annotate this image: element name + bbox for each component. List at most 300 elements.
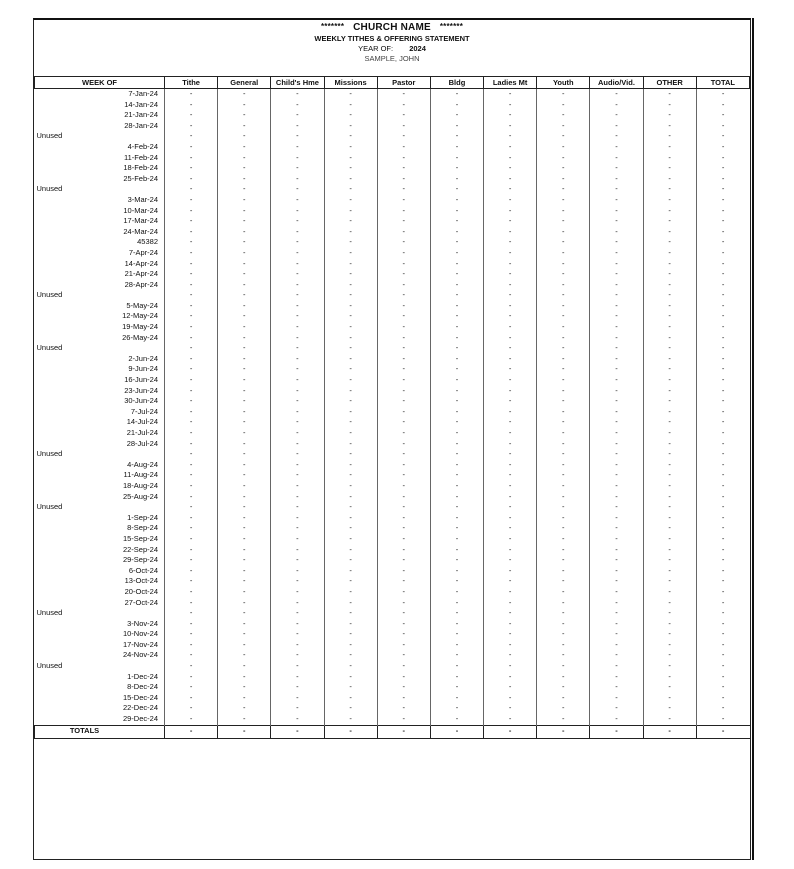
amount-cell: - bbox=[484, 619, 537, 630]
total-cell: - bbox=[377, 725, 430, 738]
amount-cell: - bbox=[590, 714, 643, 725]
week-cell: 30-Jun-24 bbox=[124, 396, 158, 406]
amount-cell: - bbox=[218, 301, 271, 312]
amount-cell: - bbox=[324, 259, 377, 270]
amount-cell: - bbox=[537, 460, 590, 471]
amount-cell: - bbox=[590, 174, 643, 185]
amount-cell: - bbox=[165, 417, 218, 428]
amount-cell: - bbox=[696, 100, 749, 111]
amount-cell: - bbox=[590, 396, 643, 407]
amount-cell: - bbox=[165, 386, 218, 397]
amount-cell: - bbox=[271, 672, 324, 683]
amount-cell: - bbox=[218, 343, 271, 354]
amount-cell: - bbox=[643, 290, 696, 301]
week-cell: 29-Dec-24 bbox=[122, 714, 158, 724]
amount-cell: - bbox=[430, 184, 483, 195]
amount-cell: - bbox=[696, 407, 749, 418]
amount-cell: - bbox=[484, 693, 537, 704]
amount-cell: - bbox=[696, 259, 749, 270]
amount-cell: - bbox=[537, 386, 590, 397]
amount-cell: - bbox=[218, 640, 271, 651]
amount-cell: - bbox=[430, 301, 483, 312]
amount-cell: - bbox=[271, 163, 324, 174]
amount-cell: - bbox=[430, 280, 483, 291]
amount-cell: - bbox=[484, 545, 537, 556]
amount-cell: - bbox=[696, 619, 749, 630]
amount-cell: - bbox=[430, 545, 483, 556]
amount-cell: - bbox=[590, 216, 643, 227]
amount-cell: - bbox=[324, 714, 377, 725]
amount-cell: - bbox=[430, 534, 483, 545]
amount-cell: - bbox=[484, 343, 537, 354]
amount-cell: - bbox=[218, 428, 271, 439]
amount-cell: - bbox=[696, 428, 749, 439]
amount-cell: - bbox=[484, 269, 537, 280]
amount-cell: - bbox=[377, 333, 430, 344]
amount-cell: - bbox=[537, 110, 590, 121]
amount-cell: - bbox=[484, 587, 537, 598]
amount-cell: - bbox=[377, 195, 430, 206]
table-row bbox=[35, 375, 750, 386]
amount-cell: - bbox=[430, 502, 483, 513]
amount-cell: - bbox=[218, 237, 271, 248]
table-row bbox=[35, 322, 750, 333]
amount-cell: - bbox=[537, 650, 590, 661]
amount-cell: - bbox=[590, 470, 643, 481]
amount-cell: - bbox=[430, 227, 483, 238]
amount-cell: - bbox=[324, 470, 377, 481]
amount-cell: - bbox=[696, 269, 749, 280]
amount-cell: - bbox=[484, 259, 537, 270]
amount-cell: - bbox=[218, 174, 271, 185]
amount-cell: - bbox=[271, 89, 324, 100]
amount-cell: - bbox=[590, 650, 643, 661]
amount-cell: - bbox=[218, 184, 271, 195]
amount-cell: - bbox=[484, 566, 537, 577]
amount-cell: - bbox=[484, 216, 537, 227]
table-body bbox=[35, 89, 750, 739]
amount-cell: - bbox=[537, 280, 590, 291]
amount-cell: - bbox=[218, 555, 271, 566]
week-cell: 3-Mar-24 bbox=[127, 194, 158, 204]
amount-cell: - bbox=[377, 248, 430, 259]
column-header: Audio/Vid. bbox=[590, 77, 643, 89]
amount-cell: - bbox=[165, 343, 218, 354]
amount-cell: - bbox=[377, 364, 430, 375]
amount-cell: - bbox=[271, 576, 324, 587]
amount-cell: - bbox=[271, 311, 324, 322]
amount-cell: - bbox=[696, 449, 749, 460]
week-cell: 10-Mar-24 bbox=[123, 205, 158, 215]
week-cell: 4-Feb-24 bbox=[127, 141, 158, 151]
amount-cell: - bbox=[696, 354, 749, 365]
amount-cell: - bbox=[484, 311, 537, 322]
amount-cell: - bbox=[218, 502, 271, 513]
amount-cell: - bbox=[218, 608, 271, 619]
amount-cell: - bbox=[324, 693, 377, 704]
week-cell: 24-Nov-24 bbox=[122, 650, 158, 660]
total-cell: - bbox=[271, 725, 324, 738]
week-cell: Unused bbox=[36, 502, 63, 512]
week-cell: 26-May-24 bbox=[122, 332, 158, 342]
amount-cell: - bbox=[590, 142, 643, 153]
table-row bbox=[35, 502, 750, 513]
amount-cell: - bbox=[377, 566, 430, 577]
amount-cell: - bbox=[696, 364, 749, 375]
amount-cell: - bbox=[643, 534, 696, 545]
amount-cell: - bbox=[271, 269, 324, 280]
amount-cell: - bbox=[165, 576, 218, 587]
amount-cell: - bbox=[165, 481, 218, 492]
amount-cell: - bbox=[696, 587, 749, 598]
amount-cell: - bbox=[484, 629, 537, 640]
amount-cell: - bbox=[324, 216, 377, 227]
amount-cell: - bbox=[324, 343, 377, 354]
table-row bbox=[35, 587, 750, 598]
amount-cell: - bbox=[430, 386, 483, 397]
amount-cell: - bbox=[643, 439, 696, 450]
column-header: WEEK OF bbox=[35, 77, 165, 89]
amount-cell: - bbox=[165, 375, 218, 386]
amount-cell: - bbox=[643, 545, 696, 556]
amount-cell: - bbox=[324, 481, 377, 492]
amount-cell: - bbox=[377, 343, 430, 354]
amount-cell: - bbox=[696, 290, 749, 301]
amount-cell: - bbox=[696, 672, 749, 683]
amount-cell: - bbox=[218, 248, 271, 259]
amount-cell: - bbox=[430, 364, 483, 375]
amount-cell: - bbox=[590, 492, 643, 503]
amount-cell: - bbox=[271, 184, 324, 195]
amount-cell: - bbox=[696, 322, 749, 333]
amount-cell: - bbox=[537, 714, 590, 725]
amount-cell: - bbox=[165, 545, 218, 556]
amount-cell: - bbox=[271, 301, 324, 312]
right-border bbox=[752, 18, 754, 860]
amount-cell: - bbox=[537, 682, 590, 693]
amount-cell: - bbox=[324, 206, 377, 217]
amount-cell: - bbox=[537, 703, 590, 714]
amount-cell: - bbox=[165, 650, 218, 661]
amount-cell: - bbox=[696, 608, 749, 619]
week-cell: 15-Dec-24 bbox=[122, 692, 158, 702]
week-cell: 21-Jan-24 bbox=[124, 110, 158, 120]
amount-cell: - bbox=[643, 598, 696, 609]
amount-cell: - bbox=[271, 343, 324, 354]
amount-cell: - bbox=[165, 301, 218, 312]
amount-cell: - bbox=[537, 672, 590, 683]
amount-cell: - bbox=[430, 131, 483, 142]
amount-cell: - bbox=[218, 354, 271, 365]
amount-cell: - bbox=[590, 682, 643, 693]
week-cell: 20-Oct-24 bbox=[124, 586, 158, 596]
amount-cell: - bbox=[643, 460, 696, 471]
amount-cell: - bbox=[324, 513, 377, 524]
amount-cell: - bbox=[165, 523, 218, 534]
amount-cell: - bbox=[377, 237, 430, 248]
week-cell: 7-Apr-24 bbox=[128, 247, 158, 257]
amount-cell: - bbox=[590, 100, 643, 111]
amount-cell: - bbox=[218, 566, 271, 577]
amount-cell: - bbox=[271, 121, 324, 132]
amount-cell: - bbox=[165, 280, 218, 291]
amount-cell: - bbox=[218, 195, 271, 206]
amount-cell: - bbox=[165, 259, 218, 270]
amount-cell: - bbox=[430, 449, 483, 460]
amount-cell: - bbox=[165, 587, 218, 598]
week-cell: 8-Dec-24 bbox=[127, 682, 158, 692]
amount-cell: - bbox=[218, 650, 271, 661]
amount-cell: - bbox=[165, 629, 218, 640]
amount-cell: - bbox=[324, 545, 377, 556]
amount-cell: - bbox=[218, 682, 271, 693]
amount-cell: - bbox=[218, 364, 271, 375]
amount-cell: - bbox=[430, 608, 483, 619]
amount-cell: - bbox=[537, 301, 590, 312]
amount-cell: - bbox=[696, 682, 749, 693]
amount-cell: - bbox=[696, 163, 749, 174]
amount-cell: - bbox=[484, 396, 537, 407]
amount-cell: - bbox=[377, 269, 430, 280]
amount-cell: - bbox=[271, 386, 324, 397]
amount-cell: - bbox=[271, 354, 324, 365]
amount-cell: - bbox=[271, 629, 324, 640]
amount-cell: - bbox=[696, 184, 749, 195]
amount-cell: - bbox=[271, 153, 324, 164]
table-row bbox=[35, 237, 750, 248]
amount-cell: - bbox=[537, 555, 590, 566]
amount-cell: - bbox=[271, 322, 324, 333]
amount-cell: - bbox=[324, 587, 377, 598]
amount-cell: - bbox=[324, 640, 377, 651]
amount-cell: - bbox=[430, 619, 483, 630]
column-header: Child's Hme bbox=[271, 77, 324, 89]
amount-cell: - bbox=[271, 227, 324, 238]
table-row bbox=[35, 333, 750, 344]
amount-cell: - bbox=[484, 333, 537, 344]
amount-cell: - bbox=[218, 661, 271, 672]
amount-cell: - bbox=[643, 195, 696, 206]
amount-cell: - bbox=[271, 375, 324, 386]
amount-cell: - bbox=[218, 163, 271, 174]
amount-cell: - bbox=[324, 661, 377, 672]
amount-cell: - bbox=[218, 375, 271, 386]
table-row bbox=[35, 195, 750, 206]
amount-cell: - bbox=[165, 290, 218, 301]
amount-cell: - bbox=[484, 354, 537, 365]
table-row bbox=[35, 661, 750, 672]
amount-cell: - bbox=[696, 110, 749, 121]
amount-cell: - bbox=[324, 492, 377, 503]
amount-cell: - bbox=[643, 523, 696, 534]
table-row bbox=[35, 598, 750, 609]
amount-cell: - bbox=[165, 100, 218, 111]
table-row bbox=[35, 163, 750, 174]
amount-cell: - bbox=[590, 343, 643, 354]
table-row bbox=[35, 121, 750, 132]
amount-cell: - bbox=[377, 110, 430, 121]
amount-cell: - bbox=[430, 598, 483, 609]
amount-cell: - bbox=[165, 364, 218, 375]
amount-cell: - bbox=[165, 89, 218, 100]
amount-cell: - bbox=[218, 110, 271, 121]
amount-cell: - bbox=[537, 184, 590, 195]
amount-cell: - bbox=[643, 650, 696, 661]
amount-cell: - bbox=[430, 693, 483, 704]
amount-cell: - bbox=[590, 131, 643, 142]
amount-cell: - bbox=[537, 333, 590, 344]
amount-cell: - bbox=[537, 100, 590, 111]
table-row bbox=[35, 640, 750, 651]
amount-cell: - bbox=[377, 640, 430, 651]
amount-cell: - bbox=[377, 650, 430, 661]
amount-cell: - bbox=[537, 131, 590, 142]
amount-cell: - bbox=[324, 322, 377, 333]
amount-cell: - bbox=[377, 470, 430, 481]
stars-right: ******* bbox=[439, 22, 464, 31]
amount-cell: - bbox=[430, 470, 483, 481]
total-cell: - bbox=[696, 725, 749, 738]
amount-cell: - bbox=[430, 153, 483, 164]
week-cell: 7-Jan-24 bbox=[128, 89, 158, 98]
amount-cell: - bbox=[324, 386, 377, 397]
week-cell: 27-Oct-24 bbox=[124, 597, 158, 607]
amount-cell: - bbox=[271, 290, 324, 301]
church-name: CHURCH NAME bbox=[353, 22, 431, 33]
amount-cell: - bbox=[590, 661, 643, 672]
amount-cell: - bbox=[377, 89, 430, 100]
amount-cell: - bbox=[484, 449, 537, 460]
amount-cell: - bbox=[484, 163, 537, 174]
amount-cell: - bbox=[537, 428, 590, 439]
amount-cell: - bbox=[218, 449, 271, 460]
amount-cell: - bbox=[590, 89, 643, 100]
amount-cell: - bbox=[165, 619, 218, 630]
amount-cell: - bbox=[643, 100, 696, 111]
amount-cell: - bbox=[696, 555, 749, 566]
table-row bbox=[35, 110, 750, 121]
amount-cell: - bbox=[590, 195, 643, 206]
amount-cell: - bbox=[430, 174, 483, 185]
table-row bbox=[35, 492, 750, 503]
amount-cell: - bbox=[165, 248, 218, 259]
amount-cell: - bbox=[324, 608, 377, 619]
amount-cell: - bbox=[377, 587, 430, 598]
amount-cell: - bbox=[696, 640, 749, 651]
amount-cell: - bbox=[696, 195, 749, 206]
amount-cell: - bbox=[484, 502, 537, 513]
amount-cell: - bbox=[271, 259, 324, 270]
week-cell: 11-Feb-24 bbox=[123, 152, 158, 162]
amount-cell: - bbox=[430, 354, 483, 365]
amount-cell: - bbox=[430, 587, 483, 598]
amount-cell: - bbox=[643, 142, 696, 153]
amount-cell: - bbox=[430, 322, 483, 333]
year-value: 2024 bbox=[409, 44, 426, 53]
amount-cell: - bbox=[537, 206, 590, 217]
amount-cell: - bbox=[643, 417, 696, 428]
amount-cell: - bbox=[643, 259, 696, 270]
amount-cell: - bbox=[377, 439, 430, 450]
amount-cell: - bbox=[218, 693, 271, 704]
amount-cell: - bbox=[696, 311, 749, 322]
total-cell: - bbox=[643, 725, 696, 738]
amount-cell: - bbox=[643, 354, 696, 365]
table-row bbox=[35, 407, 750, 418]
week-cell: 12-May-24 bbox=[122, 311, 158, 321]
amount-cell: - bbox=[590, 311, 643, 322]
amount-cell: - bbox=[324, 153, 377, 164]
amount-cell: - bbox=[324, 523, 377, 534]
amount-cell: - bbox=[696, 174, 749, 185]
week-cell: 2-Jun-24 bbox=[128, 353, 158, 363]
amount-cell: - bbox=[643, 333, 696, 344]
week-cell: 3-Nov-24 bbox=[127, 618, 158, 628]
statement-sheet bbox=[33, 18, 751, 860]
amount-cell: - bbox=[218, 545, 271, 556]
table-row bbox=[35, 269, 750, 280]
amount-cell: - bbox=[537, 290, 590, 301]
amount-cell: - bbox=[484, 375, 537, 386]
amount-cell: - bbox=[377, 206, 430, 217]
amount-cell: - bbox=[324, 364, 377, 375]
amount-cell: - bbox=[271, 523, 324, 534]
table-row bbox=[35, 100, 750, 111]
amount-cell: - bbox=[484, 703, 537, 714]
amount-cell: - bbox=[537, 449, 590, 460]
amount-cell: - bbox=[590, 237, 643, 248]
amount-cell: - bbox=[696, 481, 749, 492]
amount-cell: - bbox=[484, 301, 537, 312]
amount-cell: - bbox=[696, 206, 749, 217]
amount-cell: - bbox=[218, 703, 271, 714]
week-cell: 28-Apr-24 bbox=[124, 279, 158, 289]
amount-cell: - bbox=[165, 110, 218, 121]
amount-cell: - bbox=[537, 439, 590, 450]
amount-cell: - bbox=[430, 407, 483, 418]
amount-cell: - bbox=[324, 174, 377, 185]
table-header bbox=[35, 77, 750, 89]
table-row bbox=[35, 184, 750, 195]
amount-cell: - bbox=[271, 661, 324, 672]
week-cell: 14-Jan-24 bbox=[124, 99, 158, 109]
amount-cell: - bbox=[165, 661, 218, 672]
amount-cell: - bbox=[377, 682, 430, 693]
table-row bbox=[35, 396, 750, 407]
amount-cell: - bbox=[165, 672, 218, 683]
week-cell: 24-Mar-24 bbox=[123, 226, 158, 236]
amount-cell: - bbox=[484, 598, 537, 609]
amount-cell: - bbox=[643, 470, 696, 481]
amount-cell: - bbox=[484, 237, 537, 248]
amount-cell: - bbox=[165, 566, 218, 577]
amount-cell: - bbox=[165, 184, 218, 195]
amount-cell: - bbox=[324, 396, 377, 407]
amount-cell: - bbox=[590, 672, 643, 683]
amount-cell: - bbox=[484, 650, 537, 661]
week-cell: 28-Jul-24 bbox=[126, 438, 158, 448]
amount-cell: - bbox=[218, 206, 271, 217]
amount-cell: - bbox=[271, 608, 324, 619]
week-cell: 13-Oct-24 bbox=[124, 576, 158, 586]
amount-cell: - bbox=[430, 417, 483, 428]
amount-cell: - bbox=[430, 566, 483, 577]
amount-cell: - bbox=[643, 672, 696, 683]
amount-cell: - bbox=[271, 470, 324, 481]
amount-cell: - bbox=[377, 502, 430, 513]
amount-cell: - bbox=[484, 386, 537, 397]
amount-cell: - bbox=[377, 449, 430, 460]
